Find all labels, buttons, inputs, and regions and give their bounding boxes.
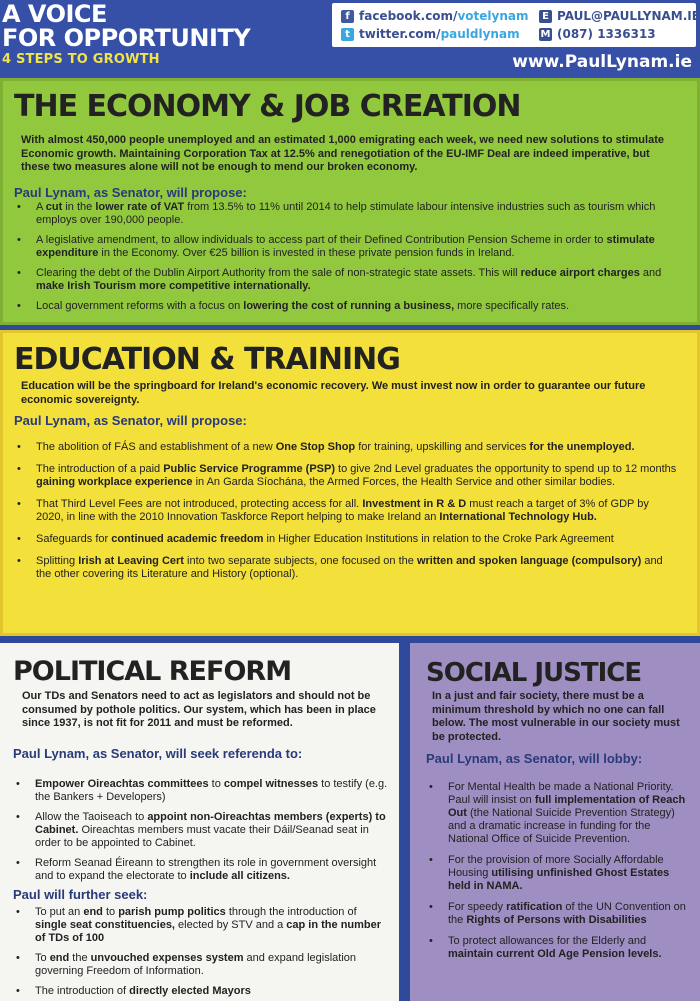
justice-bullet-item: • For the provision of more Socially Affordable Housing utilising unfinished Ghost Estates held in NAMA.: [426, 854, 688, 893]
education-bullet-item: • The introduction of a paid Public Service Programme (PSP) to give 2nd Level graduates the opportunity to spend up to 12 months gaining workplace experience in An Garda Síochána, the Armed Forces, the Health Service and other similar bodies.: [14, 463, 679, 489]
education-bullet-item: • That Third Level Fees are not introduced, protecting access for all. Investment in R & D must reach a target of 3% of GDP by 2020, in line with the 2010 Innovation Taskforce Report helping to make Ireland an International Technology Hub.: [14, 498, 679, 524]
email-link[interactable]: [539, 9, 700, 23]
economy-bullet-item: • Clearing the debt of the Dublin Airport Authority from the sale of non-strategic state assets. This will reduce airport charges and make Irish Tourism more competitive internationally.: [14, 267, 679, 293]
twitter-prefix: twitter.com/: [359, 27, 441, 41]
facebook-icon: f: [341, 10, 354, 23]
email-icon: E: [539, 10, 552, 23]
economy-title: THE ECONOMY & JOB CREATION: [14, 89, 521, 124]
justice-list: [426, 781, 688, 961]
education-section: [0, 330, 700, 636]
reform-section: [0, 643, 399, 1001]
facebook-link[interactable]: [341, 9, 528, 23]
economy-bullet-item: • A legislative amendment, to allow individuals to access part of their Defined Contribution Pension Scheme in order to stimulate expenditure in the Economy. Over €25 billion is invested in these private pension funds in Ireland.: [14, 234, 679, 260]
phone-text: (087) 1336313: [557, 27, 656, 41]
facebook-handle: votelynam: [457, 9, 529, 23]
twitter-icon: t: [341, 28, 354, 41]
economy-bullet-item: • Local government reforms with a focus on lowering the cost of running a business, more specifically rates.: [14, 300, 679, 313]
economy-bullet-item: • A cut in the lower rate of VAT from 13.5% to 11% until 2014 to help stimulate labour intensive industries such as tourism which employs over 190,000 people.: [14, 201, 679, 227]
reform-bullet-item: • Empower Oireachtas committees to compel witnesses to testify (e.g. the Bankers + Developers): [13, 778, 388, 804]
education-title: EDUCATION & TRAINING: [14, 342, 400, 377]
facebook-prefix: facebook.com/: [359, 9, 458, 23]
reform-further-bullet-item: • To put an end to parish pump politics through the introduction of single seat constituencies, elected by STV and a cap in the number of TDs of 100: [13, 906, 388, 945]
reform-list: [13, 778, 388, 883]
email-text: PAUL@PAULLYNAM.IE: [557, 9, 700, 23]
justice-bullet-item: • To protect allowances for the Elderly and maintain current Old Age Pension levels.: [426, 935, 688, 961]
title-line-2: FOR OPPORTUNITY: [2, 24, 251, 52]
reform-propose-heading: Paul Lynam, as Senator, will seek referenda to:: [13, 746, 303, 761]
header-banner: [0, 0, 700, 78]
education-bullet-item: • The abolition of FÁS and establishment of a new One Stop Shop for training, upskilling and services for the unemployed.: [14, 441, 679, 454]
education-propose-heading: Paul Lynam, as Senator, will propose:: [14, 413, 247, 428]
twitter-handle: pauldlynam: [440, 27, 520, 41]
website-link[interactable]: www.PaulLynam.ie: [512, 52, 692, 72]
economy-list: [14, 201, 679, 313]
reform-further-list: [13, 906, 388, 998]
justice-title: SOCIAL JUSTICE: [426, 658, 642, 688]
reform-intro: Our TDs and Senators need to act as legislators and should not be consumed by pothole politics. Our system, which has been in place since 1937, is not fit for 2011 and must be reformed.: [22, 690, 376, 729]
title-line-1: A VOICE: [2, 0, 107, 28]
reform-further-heading: Paul will further seek:: [13, 887, 148, 902]
justice-bullet-item: • For Mental Health be made a National Priority. Paul will insist on full implementation of Reach Out (the National Suicide Prevention Strategy) and a dramatic increase in funding for the National Office of Suicide Prevention.: [426, 781, 688, 846]
education-bullet-item: • Safeguards for continued academic freedom in Higher Education Institutions in relation to the Croke Park Agreement: [14, 533, 679, 546]
justice-section: [410, 643, 700, 1001]
reform-further-bullet-item: • To end the unvouched expenses system and expand legislation governing Freedom of Information.: [13, 952, 388, 978]
reform-title: POLITICAL REFORM: [13, 656, 292, 687]
justice-bullet-item: • For speedy ratification of the UN Convention on the Rights of Persons with Disabilities: [426, 901, 688, 927]
phone-link[interactable]: [539, 27, 656, 41]
reform-further-bullet-item: • The introduction of directly elected Mayors: [13, 985, 388, 998]
twitter-link[interactable]: [341, 27, 520, 41]
education-intro: Education will be the springboard for Ireland's economic recovery. We must invest now in order to guarantee our future economic sovereignty.: [21, 380, 646, 406]
education-list: [14, 441, 679, 581]
economy-section: [0, 78, 700, 325]
contact-box: [332, 3, 700, 47]
reform-bullet-item: • Allow the Taoiseach to appoint non-Oireachtas members (experts) to Cabinet. Oireachtas members must vacate their Dáil/Seanad seat in order to be appointed to Cabinet.: [13, 811, 388, 850]
reform-bullet-item: • Reform Seanad Éireann to strengthen its role in government oversight and to expand the electorate to include all citizens.: [13, 857, 388, 883]
campaign-title: [2, 2, 250, 50]
campaign-subtitle: 4 STEPS TO GROWTH: [2, 52, 160, 67]
economy-intro: With almost 450,000 people unemployed and an estimated 1,000 emigrating each week, we need new solutions to stimulate Economic growth. Maintaining Corporation Tax at 12.5% and renegotiation of the EU-IMF Deal are indeed imperative, but these two measures alone will not be enough to mend our broken economy.: [21, 134, 664, 173]
education-bullet-item: • Splitting Irish at Leaving Cert into two separate subjects, one focused on the written and spoken language (compulsory) and the other covering its Literature and History (optional).: [14, 555, 679, 581]
justice-propose-heading: Paul Lynam, as Senator, will lobby:: [426, 751, 643, 766]
justice-intro: In a just and fair society, there must be a minimum threshold by which no one can fall below. The most vulnerable in our society must be protected.: [432, 690, 680, 743]
economy-propose-heading: Paul Lynam, as Senator, will propose:: [14, 185, 247, 200]
mobile-icon: M: [540, 28, 551, 40]
